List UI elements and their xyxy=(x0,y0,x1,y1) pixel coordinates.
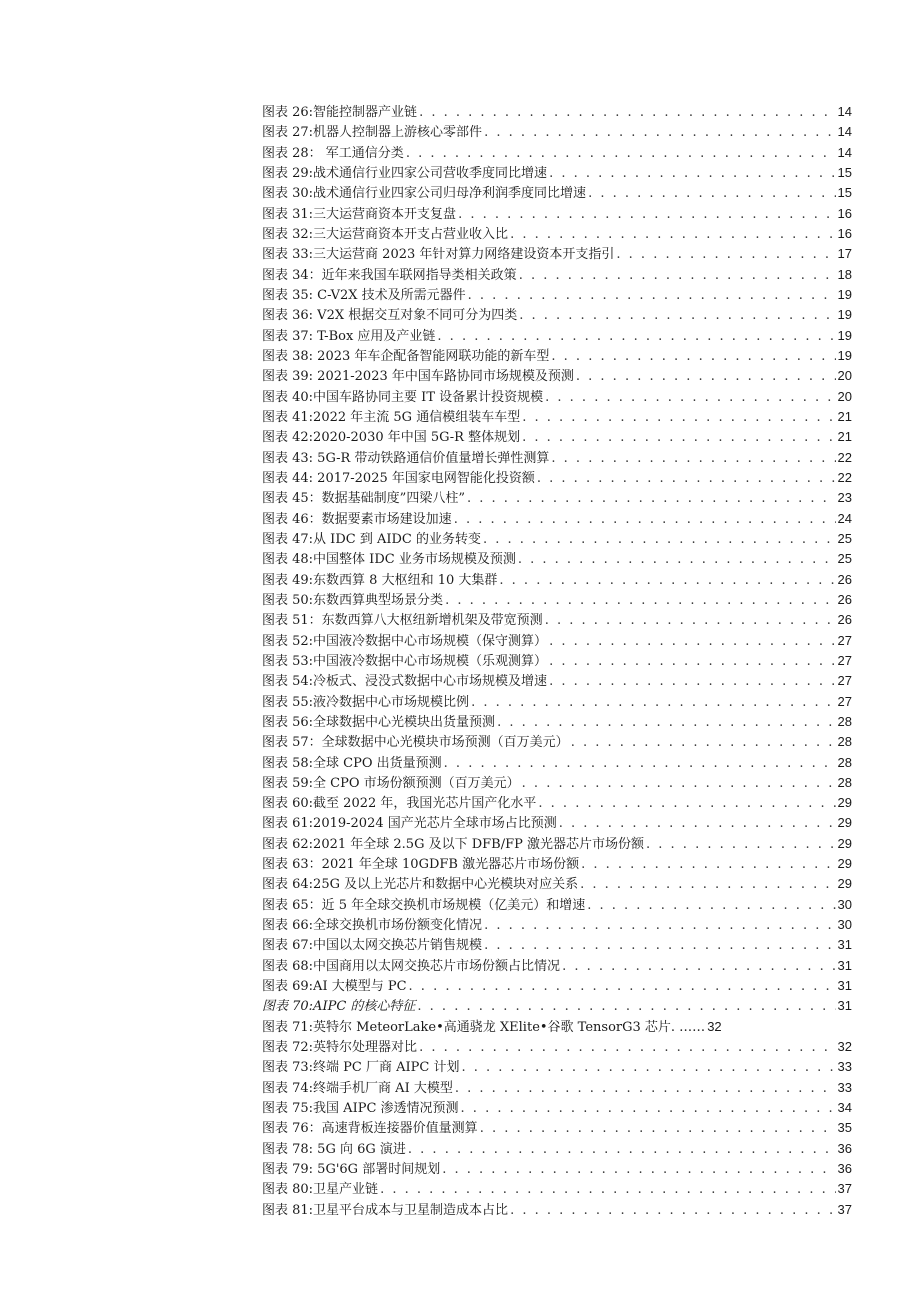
toc-entry[interactable] xyxy=(262,285,852,305)
toc-entry-label: 图表 27:机器人控制器上游核心零部件 xyxy=(262,125,483,141)
dot-leader xyxy=(444,754,836,774)
dot-leader xyxy=(519,306,835,326)
toc-entry-label: 图表 55:液冷数据中心市场规模比例 xyxy=(262,694,470,710)
dot-leader xyxy=(484,916,835,936)
toc-entry[interactable] xyxy=(262,1179,852,1199)
toc-entry-page: 35 xyxy=(837,1120,852,1136)
dot-leader xyxy=(483,530,836,550)
toc-entry[interactable] xyxy=(262,509,852,529)
toc-entry-page: 17 xyxy=(837,246,852,262)
toc-entry-label: 图表 74:终端手机厂商 AI 大模型 xyxy=(262,1080,453,1096)
toc-entry-label: 图表 36: V2X 根据交互对象不同可分为四类 xyxy=(262,308,518,324)
toc-entry[interactable] xyxy=(262,549,852,569)
toc-entry-label: 图表 81:卫星平台成本与卫星制造成本占比 xyxy=(262,1202,509,1218)
dot-leader xyxy=(497,713,835,733)
toc-entry-page: 19 xyxy=(837,286,852,302)
toc-entry-page: 23 xyxy=(837,490,852,506)
toc-entry[interactable] xyxy=(262,529,852,549)
toc-entry[interactable] xyxy=(262,1200,852,1220)
dot-leader xyxy=(522,428,835,448)
dot-leader xyxy=(549,164,835,184)
dot-leader xyxy=(571,733,836,753)
toc-entry-page: 29 xyxy=(837,856,852,872)
toc-entry-page: 26 xyxy=(837,612,852,628)
toc-entry[interactable] xyxy=(262,143,852,163)
dot-leader xyxy=(408,1140,836,1160)
toc-entry-page: 36 xyxy=(837,1161,852,1177)
dot-leader xyxy=(551,449,835,469)
toc-entry[interactable] xyxy=(262,427,852,447)
dot-leader xyxy=(462,1058,836,1078)
toc-entry[interactable] xyxy=(262,488,852,508)
toc-entry[interactable] xyxy=(262,732,852,752)
toc-entry-page: 29 xyxy=(837,835,852,851)
toc-entry-page: 33 xyxy=(837,1059,852,1075)
toc-entry-page: 29 xyxy=(837,876,852,892)
toc-entry[interactable] xyxy=(262,204,852,224)
dot-leader xyxy=(588,184,835,204)
toc-entry[interactable] xyxy=(262,1017,852,1037)
toc-entry-label: 图表 54:冷板式、浸没式数据中心市场规模及增速 xyxy=(262,674,548,690)
toc-entry[interactable] xyxy=(262,610,852,630)
dot-leader xyxy=(587,896,835,916)
toc-entry-page: 14 xyxy=(837,124,852,140)
toc-entry[interactable] xyxy=(262,712,852,732)
toc-entry[interactable] xyxy=(262,935,852,955)
toc-entry-page: 24 xyxy=(837,510,852,526)
dot-leader xyxy=(417,997,835,1017)
toc-entry-label: 图表 44: 2017-2025 年国家电网智能化投资额 xyxy=(262,470,535,486)
toc-entry-label: 图表 59:全 CPO 市场份额预测（百万美元） xyxy=(262,775,520,791)
dot-leader xyxy=(458,205,835,225)
dot-leader xyxy=(442,1160,835,1180)
toc-entry-page: 19 xyxy=(837,327,852,343)
toc-entry[interactable] xyxy=(262,1098,852,1118)
dot-leader xyxy=(549,672,835,692)
toc-entry[interactable] xyxy=(262,305,852,325)
toc-entry[interactable] xyxy=(262,224,852,244)
toc-entry-page: 16 xyxy=(837,205,852,221)
dot-leader xyxy=(559,814,836,834)
toc-entry[interactable] xyxy=(262,1118,852,1138)
toc-entry-page: 15 xyxy=(837,185,852,201)
toc-entry[interactable] xyxy=(262,692,852,712)
toc-entry-page: 15 xyxy=(837,164,852,180)
dot-leader xyxy=(581,855,835,875)
toc-entry-page: 28 xyxy=(837,713,852,729)
toc-entry[interactable] xyxy=(262,326,852,346)
toc-entry[interactable] xyxy=(262,244,852,264)
toc-entry[interactable] xyxy=(262,1159,852,1179)
toc-entry-label: 图表 70:AIPC 的核心特征 xyxy=(262,999,416,1015)
toc-entry-label: 图表 51：东数西算八大枢纽新增机架及带宽预测 xyxy=(262,613,543,629)
toc-entry[interactable] xyxy=(262,265,852,285)
toc-entry-label: 图表 71:英特尔 MeteorLake•高通骁龙 XElite•谷歌 TensorG3 芯片. …… xyxy=(262,1019,706,1035)
toc-entry-label: 图表 39: 2021-2023 年中国车路协同市场规模及预测 xyxy=(262,369,574,385)
dot-leader xyxy=(538,794,835,814)
toc-entry-label: 图表 80:卫星产业链 xyxy=(262,1182,379,1198)
dot-leader xyxy=(380,1180,835,1200)
toc-entry[interactable] xyxy=(262,753,852,773)
toc-entry-label: 图表 69:AI 大模型与 PC xyxy=(262,979,407,995)
toc-entry-page: 28 xyxy=(837,774,852,790)
toc-entry[interactable] xyxy=(262,834,852,854)
dot-leader xyxy=(580,875,835,895)
toc-entry[interactable] xyxy=(262,793,852,813)
toc-entry-page: 33 xyxy=(837,1079,852,1095)
toc-entry[interactable] xyxy=(262,1139,852,1159)
toc-entry[interactable] xyxy=(262,163,852,183)
dot-leader xyxy=(406,144,836,164)
toc-entry-page: 25 xyxy=(837,551,852,567)
toc-entry-label: 图表 38: 2023 年车企配备智能网联功能的新车型 xyxy=(262,348,550,364)
toc-entry-page: 14 xyxy=(837,144,852,160)
toc-entry[interactable] xyxy=(262,407,852,427)
dot-leader xyxy=(519,266,836,286)
toc-entry-page: 19 xyxy=(837,347,852,363)
dot-leader xyxy=(461,1099,836,1119)
toc-entry-label: 图表 53:中国液冷数据中心市场规模（乐观测算） xyxy=(262,653,548,669)
toc-entry-label: 图表 73:终端 PC 厂商 AIPC 计划 xyxy=(262,1060,460,1076)
toc-entry[interactable] xyxy=(262,915,852,935)
toc-entry-page: 26 xyxy=(837,571,852,587)
toc-entry-page: 29 xyxy=(837,795,852,811)
toc-entry-page: 30 xyxy=(837,896,852,912)
toc-entry[interactable] xyxy=(262,346,852,366)
dot-leader xyxy=(522,774,836,794)
toc-entry-label: 图表 42:2020-2030 年中国 5G-R 整体规划 xyxy=(262,430,521,446)
toc-entry[interactable] xyxy=(262,874,852,894)
toc-entry-page: 25 xyxy=(837,530,852,546)
toc-entry-label: 图表 30:战术通信行业四家公司归母净利润季度同比增速 xyxy=(262,186,587,202)
toc-entry-page: 37 xyxy=(837,1201,852,1217)
toc-entry-label: 图表 35: C-V2X 技术及所需元器件 xyxy=(262,287,466,303)
toc-entry[interactable] xyxy=(262,1057,852,1077)
toc-entry-label: 图表 68:中国商用以太网交换芯片市场份额占比情况 xyxy=(262,958,561,974)
toc-entry-page: 21 xyxy=(837,408,852,424)
toc-entry-label: 图表 79: 5G'6G 部署时间规划 xyxy=(262,1162,441,1178)
toc-entry-page: 14 xyxy=(837,104,852,119)
toc-entry-label: 图表 37: T-Box 应用及产业链 xyxy=(262,328,436,344)
dot-leader xyxy=(480,1119,836,1139)
toc-entry[interactable] xyxy=(262,387,852,407)
toc-entry-label: 图表 52:中国液冷数据中心市场规模（保守测算） xyxy=(262,633,548,649)
toc-entry[interactable] xyxy=(262,854,852,874)
toc-entry-page: 19 xyxy=(837,307,852,323)
toc-entry-page: 26 xyxy=(837,591,852,607)
toc-entry[interactable] xyxy=(262,468,852,488)
toc-entry[interactable] xyxy=(262,590,852,610)
toc-entry-page: 27 xyxy=(837,652,852,668)
toc-entry-label: 图表 34：近年来我国车联网指导类相关政策 xyxy=(262,267,517,283)
toc-entry-label: 图表 63：2021 年全球 10GDFB 激光器芯片市场份额 xyxy=(262,857,580,873)
toc-entry-label: 图表 50:东数西算典型场景分类 xyxy=(262,592,444,608)
toc-entry[interactable] xyxy=(262,671,852,691)
dot-leader xyxy=(537,469,836,489)
toc-entry[interactable] xyxy=(262,996,852,1016)
toc-entry-label: 图表 45：数据基础制度”四梁八柱” xyxy=(262,491,465,507)
toc-entry-page: 27 xyxy=(837,673,852,689)
toc-entry-label: 图表 56:全球数据中心光模块出货量预测 xyxy=(262,714,496,730)
toc-entry[interactable] xyxy=(262,976,852,996)
toc-entry-page: 34 xyxy=(837,1100,852,1116)
toc-entry-label: 图表 72:英特尔处理器对比 xyxy=(262,1040,418,1056)
toc-entry-page: 31 xyxy=(837,978,852,994)
toc-entry[interactable] xyxy=(262,956,852,976)
toc-entry-label: 图表 43: 5G-R 带动铁路通信价值量增长弹性测算 xyxy=(262,450,550,466)
toc-entry[interactable] xyxy=(262,183,852,203)
toc-entry-page: 30 xyxy=(837,917,852,933)
toc-entry-label: 图表 78: 5G 向 6G 演进 xyxy=(262,1141,406,1157)
toc-entry[interactable] xyxy=(262,1078,852,1098)
toc-entry-label: 图表 60:截至 2022 年，我国光芯片国产化水平 xyxy=(262,796,537,812)
toc-entry-label: 图表 40:中国车路协同主要 IT 设备累计投资规模 xyxy=(262,389,544,405)
toc-entry[interactable] xyxy=(262,366,852,386)
toc-entry[interactable] xyxy=(262,570,852,590)
toc-entry-page: 31 xyxy=(837,937,852,953)
dot-leader xyxy=(419,103,835,123)
toc-entry-page: 20 xyxy=(837,388,852,404)
toc-entry-page: 18 xyxy=(837,266,852,282)
toc-entry-label: 图表 49:东数西算 8 大枢纽和 10 大集群 xyxy=(262,572,498,588)
toc-entry[interactable] xyxy=(262,895,852,915)
toc-entry-page: 29 xyxy=(837,815,852,831)
toc-entry-label: 图表 61:2019-2024 国产光芯片全球市场占比预测 xyxy=(262,816,557,832)
toc-entry-label: 图表 31:三大运营商资本开支复盘 xyxy=(262,206,457,222)
toc-entry[interactable] xyxy=(262,1037,852,1057)
toc-entry-page: 20 xyxy=(837,368,852,384)
toc-entry-page: 27 xyxy=(837,632,852,648)
dot-leader xyxy=(454,510,836,530)
toc-entry-page: 21 xyxy=(837,429,852,445)
toc-entry-page: 32 xyxy=(837,1039,852,1055)
toc-entry-label: 图表 75:我国 AIPC 渗透情况预测 xyxy=(262,1101,459,1117)
dot-leader xyxy=(549,632,835,652)
dot-leader xyxy=(545,388,835,408)
dot-leader xyxy=(468,286,836,306)
dot-leader xyxy=(471,693,835,713)
dot-leader xyxy=(445,591,835,611)
toc-entry-label: 图表 47:从 IDC 到 AIDC 的业务转变 xyxy=(262,531,481,547)
dot-leader xyxy=(409,977,836,997)
toc-entry-label: 图表 58:全球 CPO 出货量预测 xyxy=(262,755,442,771)
toc-entry-page: 32 xyxy=(707,1018,722,1034)
dot-leader xyxy=(576,367,836,387)
dot-leader xyxy=(467,489,836,509)
toc-entry-page: 37 xyxy=(837,1181,852,1197)
toc-entry-label: 图表 66:全球交换机市场份额变化情况 xyxy=(262,918,483,934)
toc-entry-label: 图表 65：近 5 年全球交换机市场规模（亿美元）和增速 xyxy=(262,897,586,913)
dot-leader xyxy=(484,936,835,956)
toc-entry-page: 31 xyxy=(837,957,852,973)
dot-leader xyxy=(484,123,835,143)
toc-entry[interactable] xyxy=(262,631,852,651)
toc-entry-label: 图表 62:2021 年全球 2.5G 及以下 DFB/FP 激光器芯片市场份额 xyxy=(262,836,645,852)
toc-entry-page: 22 xyxy=(837,449,852,465)
dot-leader xyxy=(616,245,835,265)
toc-entry-label: 图表 46：数据要素市场建设加速 xyxy=(262,511,452,527)
toc-entry-label: 图表 28： 军工通信分类 xyxy=(262,145,404,161)
dot-leader xyxy=(518,550,836,570)
dot-leader xyxy=(499,571,835,591)
toc-entry-page: 16 xyxy=(837,225,852,241)
toc-entry[interactable] xyxy=(262,448,852,468)
dot-leader xyxy=(510,1201,835,1221)
toc-entry-page: 36 xyxy=(837,1140,852,1156)
toc-entry-label: 图表 41:2022 年主流 5G 通信模组装车车型 xyxy=(262,409,521,425)
dot-leader xyxy=(522,408,835,428)
toc-entry-label: 图表 29:战术通信行业四家公司营收季度同比增速 xyxy=(262,165,548,181)
toc-entry[interactable] xyxy=(262,122,852,142)
dot-leader xyxy=(551,347,835,367)
toc-entry-label: 图表 67:中国以太网交换芯片销售规模 xyxy=(262,938,483,954)
toc-entry-label: 图表 32:三大运营商资本开支占营业收入比 xyxy=(262,226,509,242)
toc-entry[interactable] xyxy=(262,651,852,671)
dot-leader xyxy=(419,1038,835,1058)
toc-entry-label: 图表 64:25G 及以上光芯片和数据中心光模块对应关系 xyxy=(262,877,579,893)
dot-leader xyxy=(510,225,835,245)
toc-entry-label: 图表 26:智能控制器产业链 xyxy=(262,105,418,120)
toc-entry-page: 28 xyxy=(837,734,852,750)
toc-entry-page: 31 xyxy=(837,998,852,1014)
dot-leader xyxy=(437,327,835,347)
dot-leader xyxy=(646,835,836,855)
toc-entry-label: 图表 48:中国整体 IDC 业务市场规模及预测 xyxy=(262,552,516,568)
dot-leader xyxy=(455,1079,836,1099)
toc-entry-page: 28 xyxy=(837,754,852,770)
dot-leader xyxy=(549,652,835,672)
toc-entry[interactable] xyxy=(262,102,852,122)
dot-leader xyxy=(562,957,835,977)
toc-entry[interactable] xyxy=(262,773,852,793)
toc-entry-page: 27 xyxy=(837,693,852,709)
toc-entry-page: 22 xyxy=(837,469,852,485)
toc-entry[interactable] xyxy=(262,813,852,833)
dot-leader xyxy=(545,611,836,631)
table-of-figures xyxy=(262,102,852,1220)
toc-entry-label: 图表 76：高速背板连接器价值量测算 xyxy=(262,1121,478,1137)
toc-entry-label: 图表 33:三大运营商 2023 年针对算力网络建设资本开支指引 xyxy=(262,247,615,263)
toc-entry-label: 图表 57：全球数据中心光模块市场预测（百万美元） xyxy=(262,735,569,751)
